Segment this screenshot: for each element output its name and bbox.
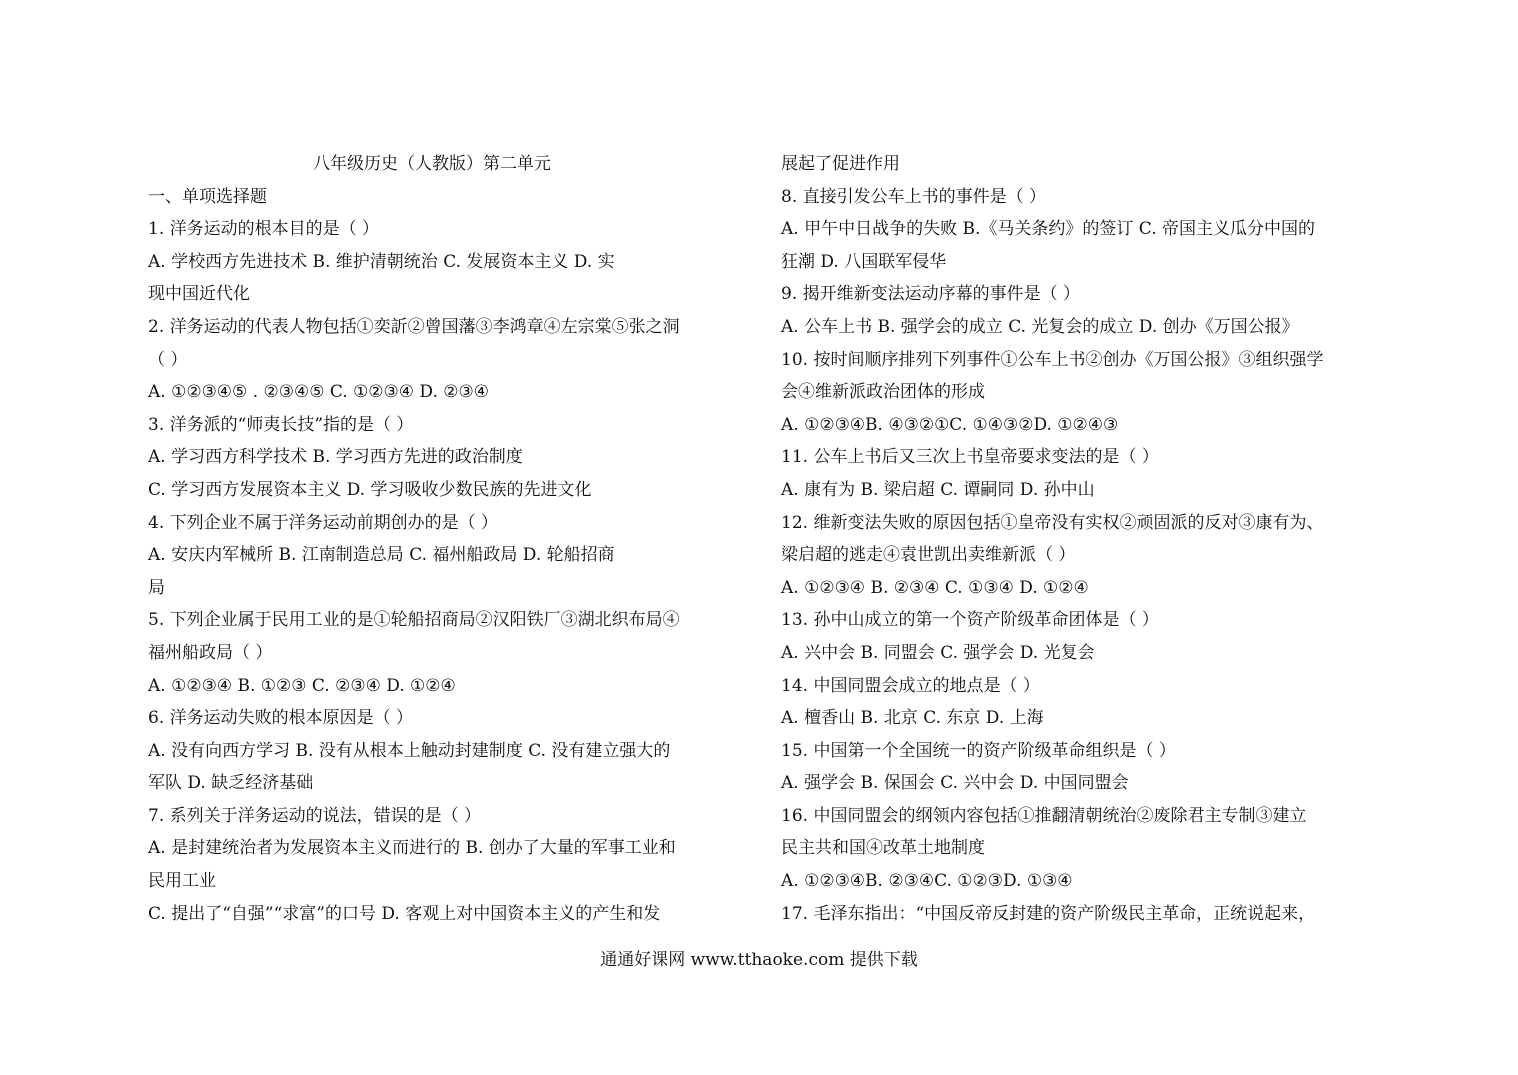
text-line: C. 提出了“自强”“求富”的口号 D. 客观上对中国资本主义的产生和发 [148,903,661,924]
text-line: 17. 毛泽东指出：“中国反帝反封建的资产阶级民主革命，正统说起来， [781,903,1316,924]
text-line: 14. 中国同盟会成立的地点是（ ） [781,675,1040,696]
text-line: 会④维新派政治团体的形成 [781,382,985,403]
text-line: 福州船政局（ ） [148,642,273,663]
text-line: 狂潮 D. 八国联军侵华 [781,251,947,272]
text-line: 梁启超的逃走④袁世凯出卖维新派（ ） [781,545,1076,566]
text-line: 民主共和国④改革土地制度 [781,838,985,859]
text-line: A. 甲午中日战争的失败 B.《马关条约》的签订 C. 帝国主义瓜分中国的 [781,219,1315,240]
footer-source: 通通好课网 www.tthaoke.com 提供下载 [600,950,918,970]
text-line: A. 强学会 B. 保国会 C. 兴中会 D. 中国同盟会 [781,773,1129,794]
text-line: A. 学校西方先进技术 B. 维护清朝统治 C. 发展资本主义 D. 实 [148,251,615,272]
text-line: 军队 D. 缺乏经济基础 [148,773,314,794]
text-line: 8. 直接引发公车上书的事件是（ ） [781,186,1047,207]
left-column [148,148,748,930]
text-line: A. ①②③④ B. ①②③ C. ②③④ D. ①②④ [148,675,456,696]
document-title: 八年级历史（人教版）第二单元 [313,154,551,174]
text-line: A. 公车上书 B. 强学会的成立 C. 光复会的成立 D. 创办《万国公报》 [781,316,1299,337]
text-line: A. 是封建统治者为发展资本主义而进行的 B. 创办了大量的军事工业和 [148,838,676,859]
text-line: A. 没有向西方学习 B. 没有从根本上触动封建制度 C. 没有建立强大的 [148,740,671,761]
text-line: A. 学习西方科学技术 B. 学习西方先进的政治制度 [148,447,523,468]
text-line: 6. 洋务运动失败的根本原因是（ ） [148,708,414,729]
text-line: A. 兴中会 B. 同盟会 C. 强学会 D. 光复会 [781,642,1095,663]
text-line: A. 康有为 B. 梁启超 C. 谭嗣同 D. 孙中山 [781,479,1095,500]
text-line: 一、单项选择题 [148,186,267,207]
text-line: A. ①②③④ B. ②③④ C. ①③④ D. ①②④ [781,577,1089,598]
text-line: C. 学习西方发展资本主义 D. 学习吸收少数民族的先进文化 [148,479,592,500]
text-line: 15. 中国第一个全国统一的资产阶级革命组织是（ ） [781,740,1176,761]
text-line: A. 檀香山 B. 北京 C. 东京 D. 上海 [781,708,1044,729]
text-line: 5. 下列企业属于民用工业的是①轮船招商局②汉阳铁厂③湖北织布局④ [148,610,680,631]
text-line: 9. 揭开维新变法运动序幕的事件是（ ） [781,284,1081,305]
text-line: （ ） [148,349,188,370]
right-question-lines [781,148,1381,930]
text-line: 7. 系列关于洋务运动的说法，错误的是（ ） [148,805,482,826]
text-line: A. ①②③④B. ②③④C. ①②③D. ①③④ [781,871,1073,892]
text-line: 12. 维新变法失败的原因包括①皇帝没有实权②顽固派的反对③康有为、 [781,512,1324,533]
text-line: 民用工业 [148,871,216,892]
text-line: 2. 洋务运动的代表人物包括①奕訢②曾国藩③李鸿章④左宗棠⑤张之洞 [148,316,680,337]
text-line: 4. 下列企业不属于洋务运动前期创办的是（ ） [148,512,499,533]
text-line: 13. 孙中山成立的第一个资产阶级革命团体是（ ） [781,610,1159,631]
text-line: A. 安庆内军械所 B. 江南制造总局 C. 福州船政局 D. 轮船招商 [148,545,615,566]
right-column [781,148,1381,930]
text-line: A. ①②③④B. ④③②①C. ①④③②D. ①②④③ [781,414,1119,435]
text-line: 现中国近代化 [148,284,250,305]
text-line: 局 [148,577,165,598]
text-line: 1. 洋务运动的根本目的是（ ） [148,219,380,240]
text-line: A. ①②③④⑤ . ②③④⑤ C. ①②③④ D. ②③④ [148,382,489,403]
text-line: 3. 洋务派的“师夷长技”指的是（ ） [148,414,414,435]
text-line: 16. 中国同盟会的纲领内容包括①推翻清朝统治②废除君主专制③建立 [781,805,1307,826]
text-line: 11. 公车上书后又三次上书皇帝要求变法的是（ ） [781,447,1159,468]
text-line: 10. 按时间顺序排列下列事件①公车上书②创办《万国公报》③组织强学 [781,349,1324,370]
left-question-lines [148,181,748,931]
text-line: 展起了促进作用 [781,154,900,174]
